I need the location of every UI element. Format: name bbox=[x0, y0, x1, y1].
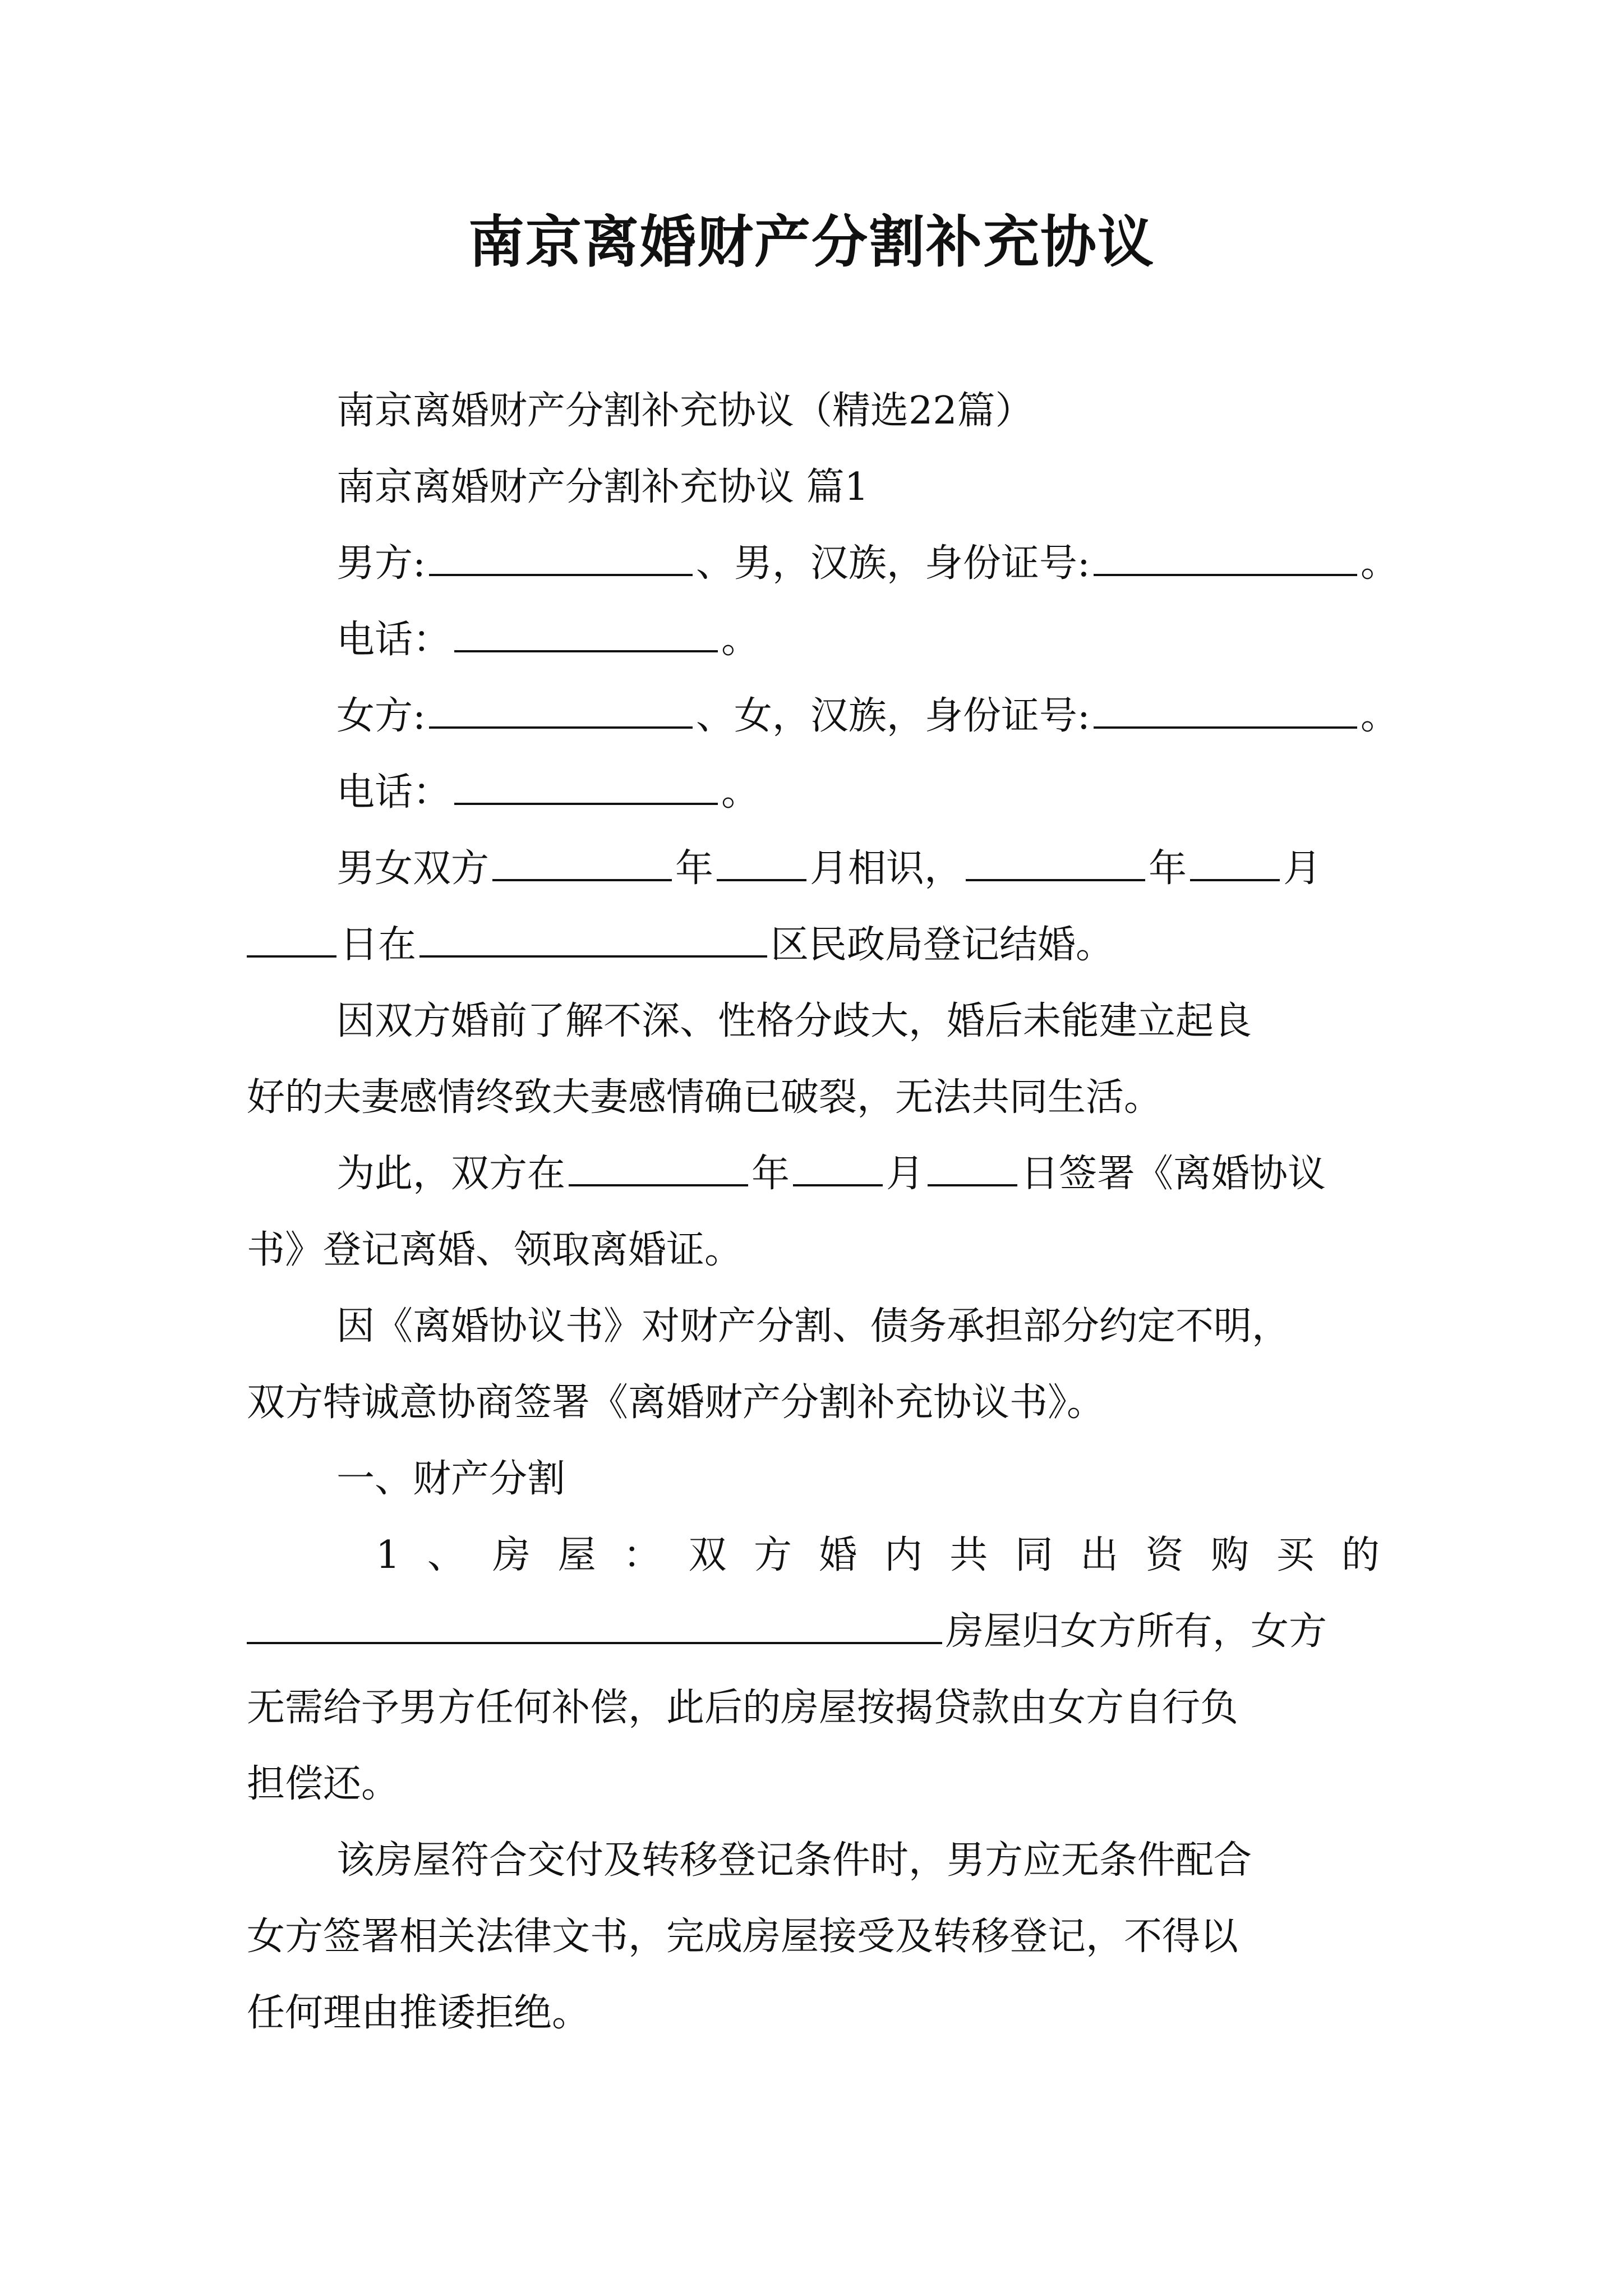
sign-year-label: 年 bbox=[751, 1152, 790, 1196]
meet-line-2 bbox=[247, 907, 1380, 983]
supplement-line-2: 双方特诚意协商签署《离婚财产分割补充协议书》。 bbox=[247, 1381, 1105, 1425]
marry-day-blank bbox=[247, 916, 336, 958]
meet-line-1 bbox=[247, 831, 1380, 907]
meet-rest: 区民政局登记结婚。 bbox=[771, 923, 1114, 967]
marry-day-label: 日在 bbox=[340, 923, 417, 967]
subtitle-line: 南京离婚财产分割补充协议（精选22篇） bbox=[336, 389, 1034, 433]
woman-phone-blank bbox=[454, 763, 718, 805]
reason-line-1: 因双方婚前了解不深、性格分歧大，婚后未能建立起良 bbox=[336, 999, 1252, 1043]
meet-month-blank bbox=[717, 840, 806, 881]
woman-name-blank bbox=[429, 687, 693, 729]
woman-phone-label: 电话： bbox=[336, 770, 451, 815]
sign-line-1 bbox=[247, 1136, 1380, 1212]
man-phone-blank bbox=[454, 611, 718, 652]
sign-day-label: 日签署《离婚协议 bbox=[1021, 1152, 1326, 1196]
meet-year-label: 年 bbox=[675, 846, 714, 891]
transfer-line-1: 该房屋符合交付及转移登记条件时，男方应无条件配合 bbox=[336, 1838, 1252, 1883]
house-line-1: 1、房屋：双方婚内共同出资购买的 bbox=[376, 1533, 1380, 1577]
sign-line-2: 书》登记离婚、领取离婚证。 bbox=[247, 1228, 743, 1272]
meet-start: 男女双方 bbox=[336, 846, 490, 891]
woman-mid-text: 、女，汉族，身份证号: bbox=[695, 694, 1090, 738]
man-phone-end: 。 bbox=[721, 618, 760, 662]
sign-month-label: 月 bbox=[886, 1152, 925, 1196]
man-mid-text: 、男，汉族，身份证号: bbox=[695, 541, 1090, 586]
house-line-2-text: 房屋归女方所有，女方 bbox=[946, 1609, 1327, 1654]
marry-year-blank bbox=[966, 840, 1145, 881]
document-title: 南京离婚财产分割补充协议 bbox=[468, 209, 1155, 275]
woman-label: 女方: bbox=[336, 694, 426, 738]
marry-month-blank bbox=[1190, 840, 1280, 881]
woman-id-blank bbox=[1094, 687, 1357, 729]
woman-phone-line bbox=[247, 754, 1380, 831]
man-phone-label: 电话： bbox=[336, 618, 451, 662]
man-label: 男方: bbox=[336, 541, 426, 586]
woman-info-line bbox=[247, 678, 1399, 754]
document-body bbox=[247, 373, 1399, 2051]
marry-year-label: 年 bbox=[1149, 846, 1187, 891]
sign-year-blank bbox=[569, 1145, 748, 1186]
supplement-line-1: 因《离婚协议书》对财产分割、债务承担部分约定不明， bbox=[336, 1304, 1290, 1349]
man-id-blank bbox=[1094, 535, 1357, 576]
man-end: 。 bbox=[1360, 541, 1399, 586]
transfer-line-3: 任何理由推诿拒绝。 bbox=[247, 1991, 591, 2035]
district-blank bbox=[419, 916, 767, 958]
woman-end: 。 bbox=[1360, 694, 1399, 738]
man-phone-line bbox=[247, 602, 1380, 678]
section-heading: 南京离婚财产分割补充协议 篇1 bbox=[336, 465, 869, 509]
woman-phone-end: 。 bbox=[721, 770, 760, 815]
section-one-heading: 一、财产分割 bbox=[336, 1457, 566, 1501]
meet-month-label: 月相识， bbox=[810, 846, 963, 891]
sign-start: 为此，双方在 bbox=[336, 1152, 566, 1196]
house-line-4: 担偿还。 bbox=[247, 1762, 400, 1806]
marry-month-label: 月 bbox=[1283, 846, 1322, 891]
reason-line-2: 好的夫妻感情终致夫妻感情确已破裂，无法共同生活。 bbox=[247, 1075, 1163, 1120]
man-info-line bbox=[247, 526, 1399, 602]
house-line-3: 无需给予男方任何补偿，此后的房屋按揭贷款由女方自行负 bbox=[247, 1686, 1239, 1730]
sign-month-blank bbox=[793, 1145, 883, 1186]
meet-year-blank bbox=[492, 840, 672, 881]
house-line-2 bbox=[247, 1594, 1380, 1670]
sign-day-blank bbox=[928, 1145, 1017, 1186]
man-name-blank bbox=[429, 535, 693, 576]
house-address-blank bbox=[247, 1603, 942, 1644]
transfer-line-2: 女方签署相关法律文书，完成房屋接受及转移登记，不得以 bbox=[247, 1915, 1239, 1959]
